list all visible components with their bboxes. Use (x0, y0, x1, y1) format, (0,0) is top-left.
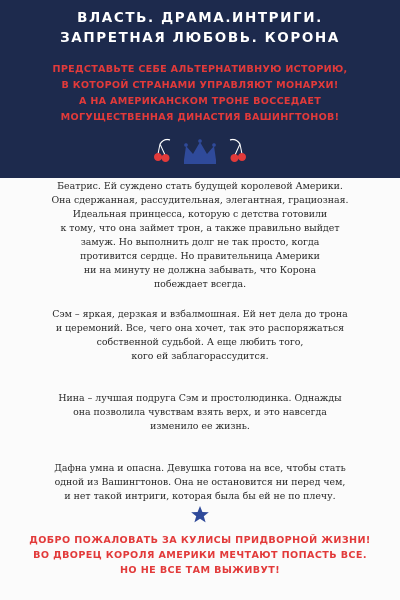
paragraph-beatrice (0, 180, 400, 292)
paragraph-line: Сэм – яркая, дерзкая и взбалмошная. Ей нет дела до трона (52, 309, 348, 320)
paragraph-line: противится сердце. Но правительница Америки (80, 251, 320, 262)
paragraph-line: одной из Вашингтонов. Она не остановится ни перед чем, (54, 477, 346, 488)
emblem (150, 136, 250, 168)
paragraph-line: Она сдержанная, рассудительная, элегантная, грациозная. (51, 195, 349, 206)
paragraph-line: к тому, что она займет трон, а также правильно выйдет (60, 223, 340, 234)
paragraph-line: ни на минуту не должна забывать, что Корона (83, 265, 317, 276)
paragraph-line: Нина – лучшая подруга Сэм и простолюдинка. Однажды (58, 393, 342, 404)
paragraph-line: Беатрис. Ей суждено стать будущей королевой Америки. (57, 181, 343, 192)
header-band (0, 0, 400, 178)
paragraph-line: и церемоний. Все, чего она хочет, так это распоряжаться (55, 323, 345, 334)
cherries-icon (154, 140, 170, 163)
intro-line: А НА АМЕРИКАНСКОМ ТРОНЕ ВОССЕДАЕТ (78, 96, 322, 107)
star-icon (186, 504, 214, 524)
paragraph-line: и нет такой интриги, которая была бы ей не по плечу. (64, 491, 336, 502)
paragraph-line: кого ей заблагорассудится. (131, 351, 269, 362)
paragraph-daphne (0, 462, 400, 504)
paragraph-line: изменило ее жизнь. (150, 421, 250, 432)
paragraph-line: собственной судьбой. А еще любить того, (96, 337, 304, 348)
paragraph-line: Дафна умна и опасна. Девушка готова на все, чтобы стать (54, 463, 346, 474)
paragraph-line: побеждает всегда. (153, 279, 247, 290)
paragraph-nina (0, 392, 400, 434)
intro-line: ПРЕДСТАВЬТЕ СЕБЕ АЛЬТЕРНАТИВНУЮ ИСТОРИЮ, (52, 64, 348, 75)
paragraph-line: она позволила чувствам взять верх, и это навсегда (73, 407, 327, 418)
tagline-line-2: ЗАПРЕТНАЯ ЛЮБОВЬ. КОРОНА (60, 30, 340, 46)
intro-line: В КОТОРОЙ СТРАНАМИ УПРАВЛЯЮТ МОНАРХИ! (61, 80, 339, 91)
crown-icon (184, 139, 216, 164)
paragraph-line: Идеальная принцесса, которую с детства готовили (72, 209, 328, 220)
footer-line: ДОБРО ПОЖАЛОВАТЬ ЗА КУЛИСЫ ПРИДВОРНОЙ ЖИЗНИ! (29, 535, 371, 546)
cherries-icon (230, 140, 246, 163)
paragraph-line: замуж. Но выполнить долг не так просто, когда (80, 237, 320, 248)
footer-line: НО НЕ ВСЕ ТАМ ВЫЖИВУТ! (119, 565, 280, 576)
paragraph-sam (0, 308, 400, 364)
footer-line: ВО ДВОРЕЦ КОРОЛЯ АМЕРИКИ МЕЧТАЮТ ПОПАСТЬ ВСЕ. (33, 550, 367, 561)
tagline-line-1: ВЛАСТЬ. ДРАМА.ИНТРИГИ. (77, 10, 323, 26)
intro-line: МОГУЩЕСТВЕННАЯ ДИНАСТИЯ ВАШИНГТОНОВ! (60, 112, 340, 123)
